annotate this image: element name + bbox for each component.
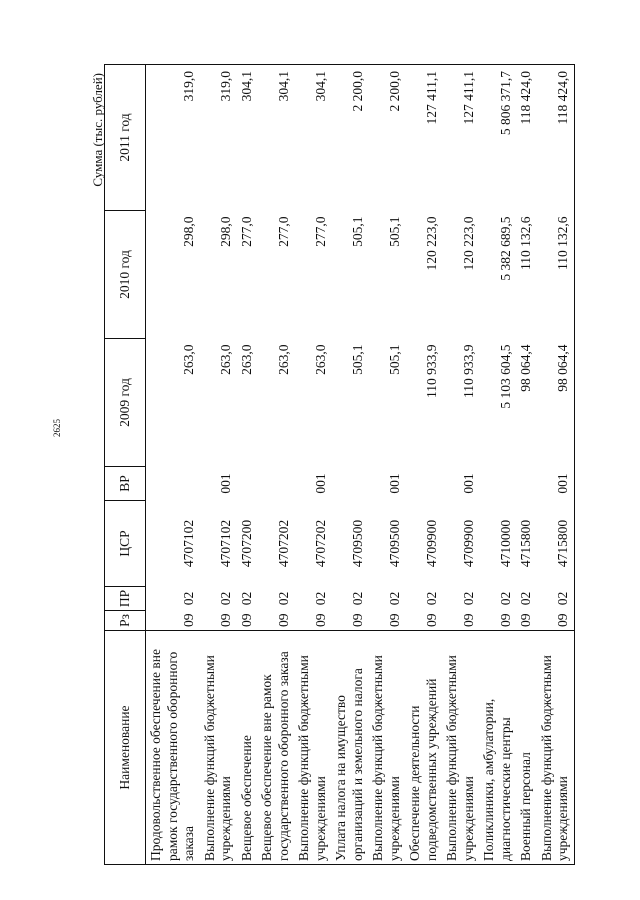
cell-vr: 001 (537, 467, 575, 501)
table-row (294, 65, 331, 865)
cell-y2010: 505,1 (386, 216, 402, 247)
table-row (146, 65, 200, 865)
cell-pr: 02 (349, 591, 365, 606)
table-row (257, 65, 294, 865)
row-name: Продовольственное обеспечение вне рамок государственного оборонного заказа (146, 631, 200, 865)
cell-y2009: 263,0 (218, 344, 233, 375)
cell-vr (331, 467, 368, 501)
cell-rz: 09 (405, 611, 442, 631)
table-row (405, 65, 442, 865)
header-rz: Рз (105, 611, 146, 631)
header-pr: ПР (105, 587, 146, 611)
cell-vr (405, 467, 442, 501)
cell-y2009: 505,1 (349, 344, 365, 375)
cell-y2010: 277,0 (312, 216, 328, 247)
budget-table (104, 64, 575, 865)
cell-vr (516, 467, 537, 501)
cell-pr: 02 (218, 591, 233, 606)
cell-pr: 02 (460, 591, 476, 606)
cell-y2009: 98 064,4 (518, 344, 533, 392)
cell-rz: 09 (331, 611, 368, 631)
cell-rz: 09 (146, 611, 200, 631)
cell-csr: 4710000 (497, 519, 513, 568)
cell-y2010: 298,0 (218, 216, 233, 247)
cell-y2009: 263,0 (181, 344, 196, 375)
cell-y2011: 2 200,0 (368, 65, 405, 211)
cell-vr: 001 (460, 473, 476, 494)
units-note: Сумма (тыс. рублей) (90, 73, 105, 187)
cell-y2010: 277,0 (238, 216, 254, 247)
cell-y2010: 505,1 (349, 216, 365, 247)
table-row (537, 65, 575, 865)
cell-vr (257, 467, 294, 501)
cell-rz: 09 (368, 611, 405, 631)
cell-y2009: 98 064,4 (537, 339, 575, 467)
row-name: Уплата налога на имущество организаций и земельного налога (331, 631, 368, 865)
cell-y2010: 5 382 689,5 (497, 216, 513, 281)
cell-y2011: 127 411,1 (442, 65, 479, 211)
page-number: 2625 (52, 419, 62, 437)
rotated-table-page (90, 65, 600, 865)
cell-y2011: 304,1 (257, 65, 294, 211)
header-2010: 2010 год (105, 211, 146, 339)
row-name: Военный персонал (516, 631, 537, 865)
cell-y2011: 127 411,1 (405, 65, 442, 211)
cell-y2010: 110 132,6 (537, 211, 575, 339)
cell-y2010: 277,0 (275, 216, 291, 247)
cell-pr: 02 (181, 591, 196, 606)
cell-y2011: 118 424,0 (537, 65, 575, 211)
cell-y2009: 110 933,9 (423, 344, 439, 398)
cell-pr: 02 (537, 587, 575, 611)
header-csr: ЦСР (105, 501, 146, 587)
table-row (331, 65, 368, 865)
table-row (200, 65, 237, 865)
cell-csr: 4707200 (238, 519, 254, 568)
row-name: Выполнение функций бюджетными учреждениями (200, 631, 237, 865)
cell-csr: 4707102 (181, 519, 196, 568)
cell-pr: 02 (423, 591, 439, 606)
table-row (368, 65, 405, 865)
table-row (479, 65, 516, 865)
cell-y2011: 319,0 (146, 65, 200, 211)
cell-y2009: 263,0 (238, 344, 254, 375)
cell-rz: 09 (294, 611, 331, 631)
cell-y2009: 505,1 (386, 344, 402, 375)
cell-rz: 09 (537, 611, 575, 631)
cell-rz: 09 (237, 611, 258, 631)
cell-vr (237, 467, 258, 501)
cell-csr: 4709900 (423, 519, 439, 568)
header-vr: ВР (105, 467, 146, 501)
cell-y2009: 5 103 604,5 (497, 344, 513, 409)
cell-rz: 09 (479, 611, 516, 631)
cell-csr: 4707202 (275, 519, 291, 568)
cell-pr: 02 (275, 591, 291, 606)
row-name: Выполнение функций бюджетными учреждениями (537, 631, 575, 865)
cell-pr: 02 (518, 591, 533, 606)
header-name: Наименование (105, 631, 146, 865)
cell-y2011: 304,1 (237, 65, 258, 211)
row-name: Обеспечение деятельности подведомственных учреждений (405, 631, 442, 865)
row-name: Выполнение функций бюджетными учреждениями (294, 631, 331, 865)
cell-csr: 4709500 (349, 519, 365, 568)
cell-csr: 4715800 (537, 501, 575, 587)
cell-y2009: 263,0 (275, 344, 291, 375)
cell-y2009: 263,0 (312, 344, 328, 375)
cell-vr (146, 467, 200, 501)
cell-y2010: 120 223,0 (460, 216, 476, 271)
cell-vr: 001 (312, 473, 328, 494)
cell-y2011: 5 806 371,7 (479, 65, 516, 211)
cell-pr: 02 (238, 591, 254, 606)
header-row (105, 65, 146, 865)
row-name: Выполнение функций бюджетными учреждениями (442, 631, 479, 865)
row-name: Поликлиники, амбулатории, диагностические центры (479, 631, 516, 865)
cell-y2010: 120 223,0 (423, 216, 439, 271)
cell-y2011: 304,1 (294, 65, 331, 211)
cell-pr: 02 (312, 591, 328, 606)
cell-y2009: 110 933,9 (460, 344, 476, 398)
cell-rz: 09 (442, 611, 479, 631)
cell-csr: 4707102 (218, 519, 233, 568)
cell-vr (479, 467, 516, 501)
header-2011: 2011 год (105, 65, 146, 211)
cell-y2011: 319,0 (200, 65, 237, 211)
cell-csr: 4707202 (312, 519, 328, 568)
cell-csr: 4709500 (386, 519, 402, 568)
table-row (516, 65, 537, 865)
cell-vr: 001 (386, 473, 402, 494)
cell-rz: 09 (516, 611, 537, 631)
cell-rz: 09 (257, 611, 294, 631)
cell-y2010: 110 132,6 (518, 216, 533, 270)
cell-pr: 02 (497, 591, 513, 606)
table-row (442, 65, 479, 865)
cell-csr: 4715800 (518, 519, 533, 568)
cell-y2010: 298,0 (181, 216, 196, 247)
header-2009: 2009 год (105, 339, 146, 467)
row-name: Вещевое обеспечение вне рамок государственного оборонного заказа (257, 631, 294, 865)
cell-vr: 001 (218, 473, 233, 494)
row-name: Выполнение функций бюджетными учреждениями (368, 631, 405, 865)
cell-y2011: 2 200,0 (331, 65, 368, 211)
cell-rz: 09 (200, 611, 237, 631)
cell-pr: 02 (386, 591, 402, 606)
table-body (146, 65, 575, 865)
cell-y2011: 118 424,0 (516, 65, 537, 211)
table-row (237, 65, 258, 865)
cell-csr: 4709900 (460, 519, 476, 568)
row-name: Вещевое обеспечение (237, 631, 258, 865)
